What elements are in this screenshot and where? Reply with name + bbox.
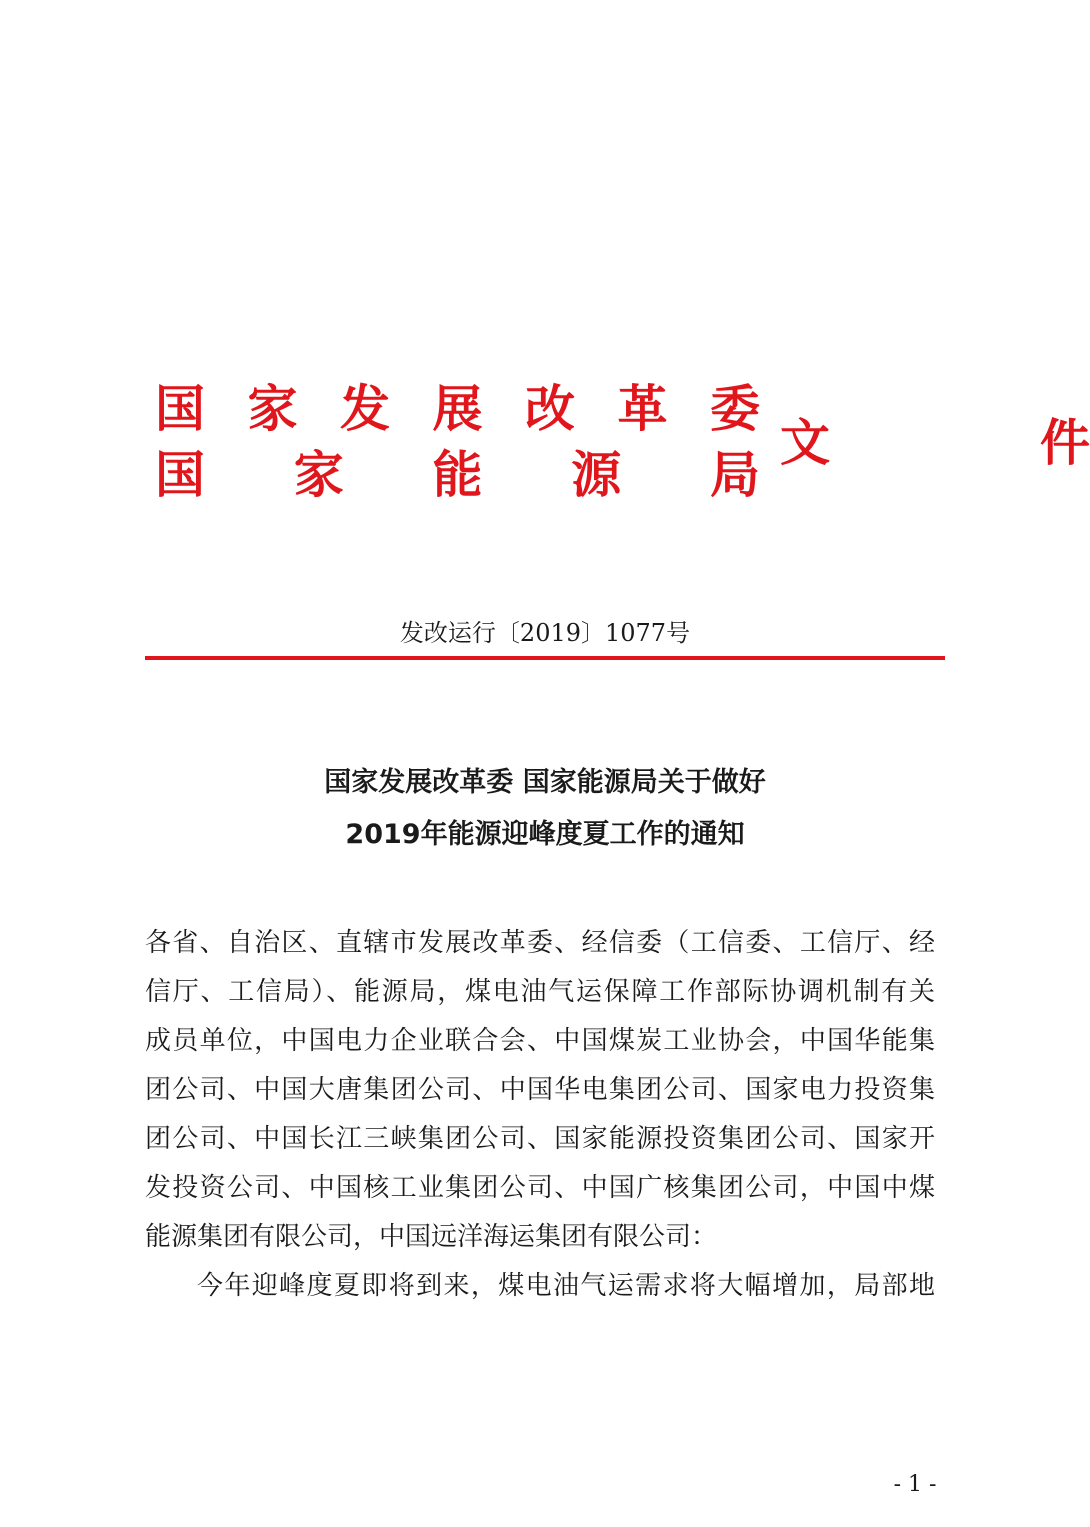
letterhead-char: 革 [617,380,668,438]
document-body [145,919,935,1311]
addressee-line: 各省、自治区、直辖市发展改革委、经信委（工信委、工信厅、经 [145,928,935,958]
document-title-line-2: 2019年能源迎峰度夏工作的通知 [345,819,745,850]
red-letterhead [155,378,1090,508]
addressee-line: 成员单位，中国电力企业联合会、中国煤炭工业协会，中国华能集 [145,1026,935,1056]
document-number: 发改运行〔2019〕1077号 [399,619,691,647]
letterhead-char: 能 [432,446,483,504]
addressee-line: 团公司、中国大唐集团公司、中国华电集团公司、国家电力投资集 [145,1075,935,1105]
page-number: - 1 - [893,1472,937,1497]
addressee-line: 能源集团有限公司，中国远洋海运集团有限公司： [145,1222,718,1252]
letterhead-char: 委 [710,380,760,438]
letterhead-char: 件 [1040,414,1090,472]
document-title-line-1: 国家发展改革委 国家能源局关于做好 [324,767,766,798]
letterhead-char: 文 [780,414,830,472]
letterhead-char: 发 [340,380,390,438]
document-label [780,412,1090,474]
paragraph-line: 今年迎峰度夏即将到来，煤电油气运需求将大幅增加，局部地 [197,1271,935,1301]
agency-name-nea [155,444,760,506]
letterhead-char: 展 [432,380,483,438]
addressee-line: 发投资公司、中国核工业集团公司、中国广核集团公司，中国中煤 [145,1173,935,1203]
letterhead-char: 家 [247,380,298,438]
letterhead-char: 家 [293,446,344,504]
addressee-line: 团公司、中国长江三峡集团公司、国家能源投资集团公司、国家开 [145,1124,935,1154]
letterhead-char: 改 [525,380,575,438]
letterhead-char: 局 [710,446,760,504]
letterhead-char: 国 [155,446,205,504]
letterhead-char: 源 [571,446,622,504]
red-divider-line [145,656,945,660]
letterhead-char: 国 [155,380,205,438]
addressee-line: 信厅、工信局）、能源局，煤电油气运保障工作部际协调机制有关 [145,977,935,1007]
agency-name-ndrc [155,378,760,440]
